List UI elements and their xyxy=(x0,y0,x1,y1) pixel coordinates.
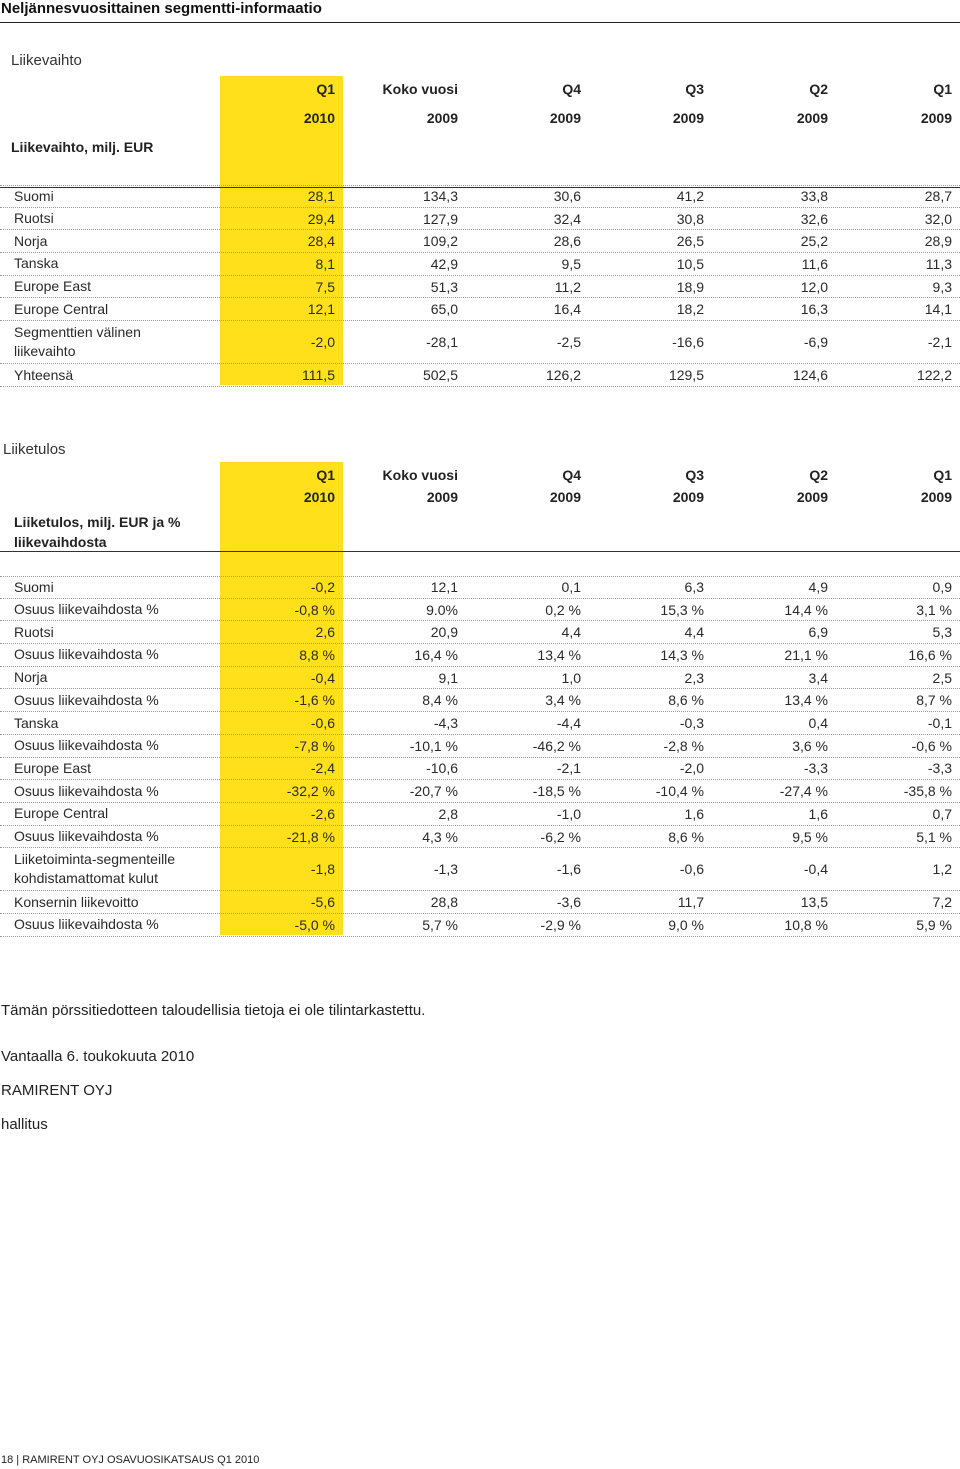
liikevaihto-table-cell: 16,4 xyxy=(553,301,581,318)
liiketulos-table-cell: -46,2 % xyxy=(532,737,581,754)
liiketulos-table-cell: 16,4 % xyxy=(414,646,458,663)
liiketulos-table-cell: -2,8 % xyxy=(663,737,704,754)
liikevaihto-row-label: Ruotsi xyxy=(14,210,54,227)
liiketulos-table-row xyxy=(0,690,960,713)
liikevaihto-table-row xyxy=(0,321,960,364)
liikevaihto-header-period-3: Q3 xyxy=(685,81,704,97)
liikevaihto-table-cell: 129,5 xyxy=(668,367,704,384)
liiketulos-table-cell: 3,1 % xyxy=(916,601,952,618)
liiketulos-table-cell: -0,3 xyxy=(679,715,704,732)
liiketulos-section-title: Liiketulos xyxy=(3,441,66,458)
liikevaihto-table-cell: 11,2 xyxy=(554,278,581,295)
liikevaihto-header-year-0: 2010 xyxy=(303,110,335,126)
liiketulos-table-cell: -3,3 xyxy=(803,760,828,777)
liikevaihto-header-year-4: 2009 xyxy=(796,110,828,126)
liiketulos-table-cell: 13,4 % xyxy=(537,646,581,663)
liikevaihto-row-label: Yhteensä xyxy=(14,366,74,383)
liikevaihto-table-cell: -2,0 xyxy=(310,334,335,351)
liiketulos-row-label: Konsernin liikevoitto xyxy=(14,893,139,910)
liikevaihto-table-cell: 127,9 xyxy=(422,210,458,227)
liiketulos-table-row xyxy=(0,644,960,667)
liikevaihto-header-period-5: Q1 xyxy=(933,81,952,97)
liikevaihto-header-period-1: Koko vuosi xyxy=(382,81,458,97)
liiketulos-table-cell: -21,8 % xyxy=(286,828,335,845)
liiketulos-table-cell: 1,2 xyxy=(932,861,952,878)
liiketulos-row-label: Osuus liikevaihdosta % xyxy=(14,916,159,933)
liiketulos-row-label: Osuus liikevaihdosta % xyxy=(14,691,159,708)
liiketulos-table-cell: 16,6 % xyxy=(908,646,952,663)
liiketulos-table-cell: 15,3 % xyxy=(660,601,704,618)
liiketulos-table-cell: 7,2 xyxy=(932,894,952,911)
liikevaihto-table-cell: 41,2 xyxy=(676,188,704,205)
liiketulos-table-row xyxy=(0,780,960,803)
liikevaihto-table-cell: 122,2 xyxy=(916,367,952,384)
liiketulos-table-row xyxy=(0,667,960,690)
liiketulos-table-cell: -20,7 % xyxy=(409,783,458,800)
liiketulos-table-cell: 21,1 % xyxy=(784,646,828,663)
liiketulos-table-cell: -4,4 xyxy=(556,715,581,732)
liikevaihto-table-cell: 12,0 xyxy=(800,278,828,295)
liikevaihto-table-cell: -16,6 xyxy=(672,334,704,351)
liiketulos-unit-label xyxy=(14,512,180,552)
liiketulos-table-cell: 14,3 % xyxy=(660,646,704,663)
liikevaihto-table-cell: 32,0 xyxy=(924,210,952,227)
company-name: RAMIRENT OYJ xyxy=(1,1082,113,1099)
liiketulos-table-cell: -5,6 xyxy=(310,894,335,911)
liiketulos-header-year-2: 2009 xyxy=(549,489,581,505)
board-signature: hallitus xyxy=(1,1116,48,1133)
liikevaihto-table-cell: 18,9 xyxy=(676,278,704,295)
liiketulos-table-cell: 3,4 xyxy=(808,669,828,686)
liiketulos-table-cell: 3,4 % xyxy=(545,692,581,709)
liiketulos-table-cell: 5,7 % xyxy=(422,916,458,933)
liiketulos-table-cell: 2,3 xyxy=(684,669,704,686)
liiketulos-table-cell: 9,5 % xyxy=(792,828,828,845)
liiketulos-table-cell: 0,4 xyxy=(808,715,828,732)
liiketulos-table-cell: -2,0 xyxy=(679,760,704,777)
liikevaihto-row-label-line2: liikevaihto xyxy=(14,343,76,360)
liiketulos-header-period-0: Q1 xyxy=(316,467,335,483)
liiketulos-table-cell: -4,3 xyxy=(433,715,458,732)
liikevaihto-table-row xyxy=(0,208,960,231)
liiketulos-row-label: Osuus liikevaihdosta % xyxy=(14,828,159,845)
liikevaihto-table-cell: -28,1 xyxy=(426,334,458,351)
liiketulos-table-cell: 14,4 % xyxy=(784,601,828,618)
liiketulos-row-label: Europe Central xyxy=(14,805,109,822)
liikevaihto-header-period-2: Q4 xyxy=(562,81,581,97)
liiketulos-table-cell: -3,6 xyxy=(556,894,581,911)
liiketulos-table-cell: 4,4 xyxy=(561,624,581,641)
liikevaihto-row-label: Tanska xyxy=(14,255,59,272)
liiketulos-table-cell: -1,3 xyxy=(433,861,458,878)
liiketulos-table-cell: -10,4 % xyxy=(655,783,704,800)
liikevaihto-table-cell: 30,6 xyxy=(553,188,581,205)
liiketulos-table-row xyxy=(0,599,960,622)
liiketulos-table-cell: 6,9 xyxy=(808,624,828,641)
liiketulos-table-cell: 2,8 xyxy=(438,805,458,822)
liikevaihto-table-cell: 28,4 xyxy=(307,233,335,250)
liikevaihto-table-cell: 28,9 xyxy=(924,233,952,250)
liikevaihto-header-year-3: 2009 xyxy=(672,110,704,126)
liikevaihto-header-year-5: 2009 xyxy=(920,110,952,126)
liikevaihto-table-cell: 32,6 xyxy=(800,210,828,227)
liikevaihto-header-year-2: 2009 xyxy=(549,110,581,126)
liiketulos-table-cell: 9.0% xyxy=(426,601,458,618)
liikevaihto-row-label: Europe Central xyxy=(14,300,109,317)
liikevaihto-table-row xyxy=(0,276,960,299)
liiketulos-row-label: Ruotsi xyxy=(14,623,54,640)
liiketulos-table-cell: -6,2 % xyxy=(540,828,581,845)
liikevaihto-table-cell: 25,2 xyxy=(800,233,828,250)
liiketulos-table-cell: 5,1 % xyxy=(916,828,952,845)
liiketulos-table-cell: 1,0 xyxy=(561,669,581,686)
page-title: Neljännesvuosittainen segmentti-informaatio xyxy=(1,0,322,17)
liikevaihto-section-title: Liikevaihto xyxy=(11,52,82,69)
liikevaihto-row-label xyxy=(14,321,141,363)
liiketulos-row-label: Osuus liikevaihdosta % xyxy=(14,646,159,663)
liiketulos-table-row xyxy=(0,826,960,849)
liiketulos-table-cell: 11,7 xyxy=(677,894,704,911)
liikevaihto-table-cell: 29,4 xyxy=(307,210,335,227)
liiketulos-table-cell: 0,7 xyxy=(932,805,952,822)
liiketulos-table-cell: 4,3 % xyxy=(422,828,458,845)
liikevaihto-table-cell: 9,3 xyxy=(932,278,952,295)
liikevaihto-table-cell: 12,1 xyxy=(307,301,335,318)
liiketulos-table-cell: 8,6 % xyxy=(668,692,704,709)
liiketulos-table-cell: 13,5 xyxy=(800,894,828,911)
liiketulos-table-cell: 12,1 xyxy=(430,579,458,596)
liiketulos-row-label-line2: kohdistamattomat kulut xyxy=(14,870,158,887)
liikevaihto-table-cell: 28,1 xyxy=(307,188,335,205)
liiketulos-table-cell: -5,0 % xyxy=(294,916,335,933)
liikevaihto-table-cell: 111,5 xyxy=(302,367,335,384)
liiketulos-table-row xyxy=(0,758,960,781)
liiketulos-table-cell: 4,9 xyxy=(808,579,828,596)
liiketulos-table-cell: 1,6 xyxy=(684,805,704,822)
liiketulos-table-cell: -1,8 xyxy=(310,861,335,878)
liiketulos-table-cell: -10,1 % xyxy=(409,737,458,754)
liiketulos-header-period-3: Q3 xyxy=(685,467,704,483)
liikevaihto-table-cell: 14,1 xyxy=(924,301,952,318)
liiketulos-table-cell: -0,6 xyxy=(679,861,704,878)
liikevaihto-row-label: Norja xyxy=(14,232,48,249)
liiketulos-table-cell: -1,6 % xyxy=(294,692,335,709)
liiketulos-table-cell: 9,0 % xyxy=(668,916,704,933)
liiketulos-table-cell: -0,2 xyxy=(310,579,335,596)
liiketulos-header-rule xyxy=(0,551,960,552)
liikevaihto-table-cell: 109,2 xyxy=(422,233,458,250)
audit-note: Tämän pörssitiedotteen taloudellisia tietoja ei ole tilintarkastettu. xyxy=(1,1002,426,1019)
liiketulos-table-cell: 3,6 % xyxy=(792,737,828,754)
liiketulos-header-year-0: 2010 xyxy=(303,489,335,505)
liiketulos-table-cell: -0,4 xyxy=(803,861,828,878)
liiketulos-table-cell: -18,5 % xyxy=(532,783,581,800)
liiketulos-table-cell: 8,7 % xyxy=(916,692,952,709)
liiketulos-table-cell: -2,9 % xyxy=(540,916,581,933)
liiketulos-table-cell: 5,3 xyxy=(932,624,952,641)
liiketulos-header-year-4: 2009 xyxy=(796,489,828,505)
liikevaihto-table-cell: 32,4 xyxy=(553,210,581,227)
liikevaihto-table-cell: 33,8 xyxy=(800,188,828,205)
liikevaihto-table-cell: -2,5 xyxy=(556,334,581,351)
liiketulos-header-period-2: Q4 xyxy=(562,467,581,483)
liiketulos-row-label: Osuus liikevaihdosta % xyxy=(14,737,159,754)
liiketulos-row-label-line1: Liiketoiminta-segmenteille xyxy=(14,851,176,868)
liikevaihto-header-period-0: Q1 xyxy=(316,81,335,97)
liiketulos-table-row xyxy=(0,891,960,914)
liiketulos-header-period-4: Q2 xyxy=(809,467,828,483)
liiketulos-table-cell: 4,4 xyxy=(684,624,704,641)
liikevaihto-table-row xyxy=(0,364,960,387)
liikevaihto-row-label: Suomi xyxy=(14,187,54,204)
liikevaihto-header-period-4: Q2 xyxy=(809,81,828,97)
liikevaihto-table-cell: 11,6 xyxy=(801,255,828,272)
liikevaihto-table-cell: 126,2 xyxy=(545,367,581,384)
place-date: Vantaalla 6. toukokuuta 2010 xyxy=(1,1048,195,1065)
liikevaihto-row-label-line1: Segmenttien välinen xyxy=(14,324,141,341)
liikevaihto-table-cell: 51,3 xyxy=(430,278,458,295)
liiketulos-table-cell: 6,3 xyxy=(684,579,704,596)
liiketulos-table-cell: -27,4 % xyxy=(779,783,828,800)
liiketulos-unit-label-line1: Liiketulos, milj. EUR ja % xyxy=(14,514,181,530)
liiketulos-table-row xyxy=(0,576,960,599)
liiketulos-table-cell: 5,9 % xyxy=(916,916,952,933)
liiketulos-table-cell: -2,4 xyxy=(310,760,335,777)
liiketulos-table-cell: -0,8 % xyxy=(294,601,335,618)
liiketulos-table-cell: -2,1 xyxy=(556,760,581,777)
liiketulos-table-cell: 0,9 xyxy=(932,579,952,596)
liikevaihto-table-cell: 502,5 xyxy=(422,367,458,384)
liiketulos-table-cell: 13,4 % xyxy=(784,692,828,709)
liiketulos-unit-label-line2: liikevaihdosta xyxy=(14,534,107,550)
liiketulos-table-cell: 8,8 % xyxy=(299,646,335,663)
liiketulos-table-cell: 28,8 xyxy=(430,894,458,911)
liikevaihto-table-cell: 7,5 xyxy=(315,278,335,295)
liikevaihto-table-row xyxy=(0,230,960,253)
liikevaihto-table-cell: 65,0 xyxy=(430,301,458,318)
liikevaihto-table-cell: 16,3 xyxy=(800,301,828,318)
liiketulos-table-cell: 9,1 xyxy=(438,669,458,686)
liiketulos-table-row xyxy=(0,803,960,826)
liiketulos-row-label: Europe East xyxy=(14,759,92,776)
liikevaihto-table-cell: 9,5 xyxy=(561,255,581,272)
liiketulos-row-label: Norja xyxy=(14,669,48,686)
liiketulos-table-cell: -1,0 xyxy=(556,805,581,822)
liiketulos-table-cell: -0,6 xyxy=(310,715,335,732)
liiketulos-table-cell: -35,8 % xyxy=(903,783,952,800)
liiketulos-row-label xyxy=(14,848,175,890)
page-footer: 18 | RAMIRENT OYJ OSAVUOSIKATSAUS Q1 2010 xyxy=(1,1454,260,1466)
liikevaihto-table-row xyxy=(0,299,960,322)
liiketulos-row-label: Tanska xyxy=(14,714,59,731)
liikevaihto-table-cell: -2,1 xyxy=(927,334,952,351)
liikevaihto-header-year-1: 2009 xyxy=(426,110,458,126)
liiketulos-header-year-3: 2009 xyxy=(672,489,704,505)
liikevaihto-table-cell: 124,6 xyxy=(792,367,828,384)
liikevaihto-table-cell: 18,2 xyxy=(676,301,704,318)
liiketulos-table-cell: -2,6 xyxy=(310,805,335,822)
liiketulos-table-cell: -1,6 xyxy=(556,861,581,878)
liiketulos-table-cell: -0,6 % xyxy=(911,737,952,754)
liikevaihto-table-cell: 28,7 xyxy=(924,188,952,205)
liiketulos-table-cell: -0,1 xyxy=(927,715,952,732)
liikevaihto-table-cell: 11,3 xyxy=(925,255,952,272)
liikevaihto-table-row xyxy=(0,185,960,208)
liiketulos-table-row xyxy=(0,914,960,937)
liiketulos-table-row xyxy=(0,621,960,644)
liiketulos-table-cell: 1,6 xyxy=(808,805,828,822)
liiketulos-table-cell: -7,8 % xyxy=(294,737,335,754)
liiketulos-row-label: Suomi xyxy=(14,578,54,595)
liikevaihto-table-cell: 30,8 xyxy=(676,210,704,227)
liiketulos-table-row xyxy=(0,712,960,735)
liikevaihto-row-label: Europe East xyxy=(14,278,92,295)
liiketulos-table-cell: 0,1 xyxy=(561,579,581,596)
liiketulos-table-cell: 8,4 % xyxy=(422,692,458,709)
liiketulos-header-year-1: 2009 xyxy=(426,489,458,505)
liiketulos-table-cell: 10,8 % xyxy=(784,916,828,933)
liiketulos-table-cell: 0,2 % xyxy=(545,601,581,618)
liiketulos-table-row xyxy=(0,735,960,758)
liiketulos-table-cell: 20,9 xyxy=(430,624,458,641)
liiketulos-table-cell: -10,6 xyxy=(426,760,458,777)
liikevaihto-table-row xyxy=(0,253,960,276)
liiketulos-table-cell: -0,4 xyxy=(310,669,335,686)
liiketulos-row-label: Osuus liikevaihdosta % xyxy=(14,782,159,799)
liikevaihto-table-cell: 8,1 xyxy=(315,255,335,272)
liiketulos-header-period-5: Q1 xyxy=(933,467,952,483)
liikevaihto-unit-label: Liikevaihto, milj. EUR xyxy=(11,139,154,155)
liiketulos-table-cell: -32,2 % xyxy=(286,783,335,800)
liiketulos-table-cell: 2,5 xyxy=(932,669,952,686)
liiketulos-header-year-5: 2009 xyxy=(920,489,952,505)
title-divider xyxy=(0,22,960,23)
liikevaihto-table-cell: 42,9 xyxy=(430,255,458,272)
liikevaihto-table-cell: 134,3 xyxy=(422,188,458,205)
liikevaihto-table-cell: -6,9 xyxy=(803,334,828,351)
liikevaihto-table-cell: 10,5 xyxy=(676,255,704,272)
liikevaihto-table-cell: 28,6 xyxy=(553,233,581,250)
liikevaihto-table-cell: 26,5 xyxy=(676,233,704,250)
liiketulos-row-label: Osuus liikevaihdosta % xyxy=(14,601,159,618)
liiketulos-header-period-1: Koko vuosi xyxy=(382,467,458,483)
liiketulos-table-row xyxy=(0,848,960,891)
liiketulos-table-cell: 2,6 xyxy=(315,624,335,641)
liiketulos-table-cell: -3,3 xyxy=(927,760,952,777)
liiketulos-table-cell: 8,6 % xyxy=(668,828,704,845)
